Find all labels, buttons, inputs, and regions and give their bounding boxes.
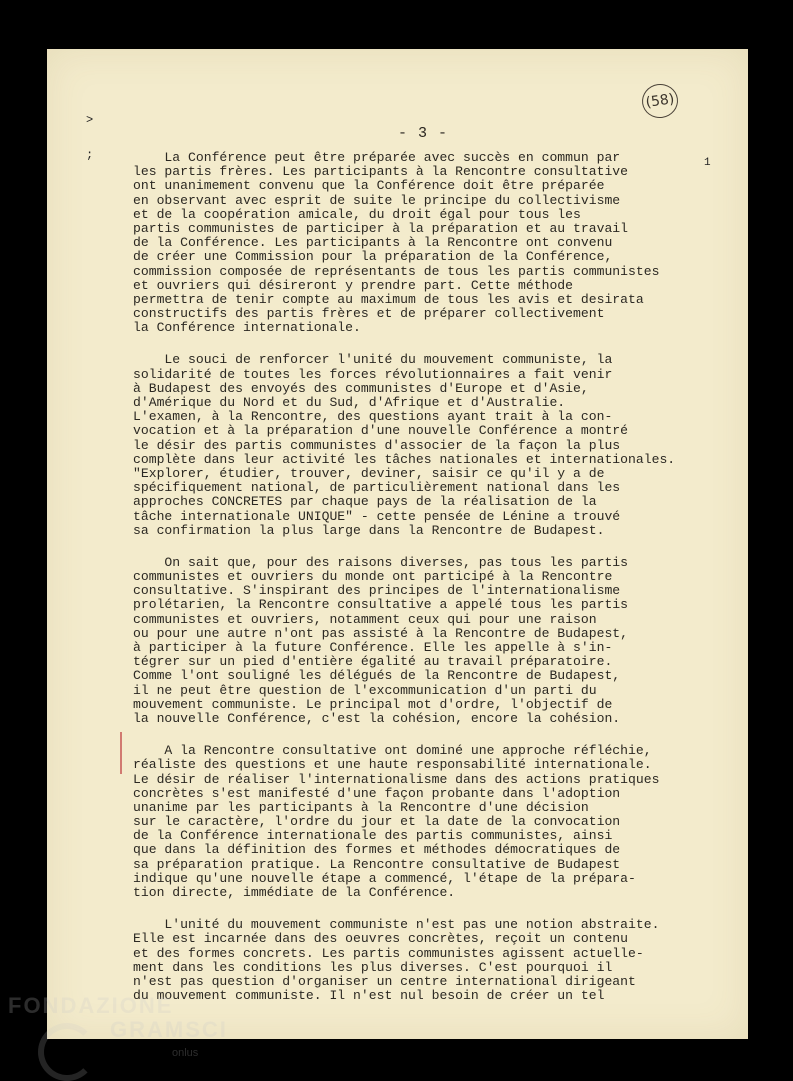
text-line: du mouvement communiste. Il n'est nul besoin de créer un tel <box>133 988 605 1004</box>
text-line: On sait que, pour des raisons diverses, pas tous les partis <box>133 554 629 570</box>
watermark-line-2: GRAMSCI <box>110 1017 228 1042</box>
text-line: sa préparation pratique. La Rencontre consultative de Budapest <box>133 856 621 872</box>
text-line: n'est pas question d'organiser un centre international dirigeant <box>133 973 636 989</box>
typewritten-body <box>133 151 753 1021</box>
text-line: le désir des partis communistes d'associer de la façon la plus <box>133 437 621 453</box>
text-line: tion directe, immédiate de la Conférence. <box>133 885 456 900</box>
text-line: tégrer sur un pied d'entière égalité au travail préparatoire. <box>133 654 613 670</box>
text-line: tâche internationale UNIQUE" - cette pensée de Lénine a trouvé <box>133 508 621 524</box>
text-line: sur le caractère, l'ordre du jour et la date de la convocation <box>133 814 621 830</box>
text-line: A la Rencontre consultative ont dominé une approche réfléchie, <box>133 743 652 759</box>
text-line: de créer une Commission pour la préparation de la Conférence, <box>133 249 613 265</box>
text-line: ou pour une autre n'ont pas assisté à la Rencontre de Budapest, <box>133 625 629 641</box>
text-line: permettra de tenir compte au maximum de tous les avis et desirata <box>133 291 644 307</box>
watermark-suffix: onlus <box>172 1047 199 1059</box>
text-line: solidarité de toutes les forces révolutionnaires a fait venir <box>133 366 613 382</box>
text-line: spécifiquement national, de particulièrement national dans les <box>133 480 621 496</box>
watermark-line-1: FONDAZIONE <box>8 993 174 1018</box>
watermark-g-icon <box>38 1023 96 1081</box>
text-line: et de la coopération amicale, du droit égal pour tous les <box>133 206 581 222</box>
text-line: complète dans leur activité les tâches nationales et internationales. <box>133 451 676 467</box>
text-line: Le désir de réaliser l'internationalisme dans des actions pratiques <box>133 771 660 787</box>
text-line: mouvement communiste. Le principal mot d'ordre, l'objectif de <box>133 696 613 712</box>
margin-mark: ; <box>86 148 94 162</box>
text-line: approches CONCRETES par chaque pays de la réalisation de la <box>133 494 597 510</box>
text-line: "Explorer, étudier, trouver, deviner, saisir ce qu'il y a de <box>133 465 605 481</box>
text-line: unanime par les participants à la Rencontre d'une décision <box>133 799 589 815</box>
paragraph <box>133 918 753 1003</box>
text-line: L'examen, à la Rencontre, des questions ayant trait à la con- <box>133 409 613 425</box>
text-line: et des formes concrets. Les partis communistes agissent actuelle- <box>133 945 644 961</box>
text-line: partis communistes de participer à la préparation et au travail <box>133 220 629 236</box>
archive-page-stamp: (58) <box>640 82 680 121</box>
text-line: consultative. S'inspirant des principes de l'internationalisme <box>133 583 621 599</box>
text-line: constructifs des partis frères et de préparer collectivement <box>133 306 605 322</box>
page-number: - 3 - <box>398 125 449 142</box>
margin-mark: 1 <box>704 157 711 169</box>
text-line: d'Amérique du Nord et du Sud, d'Afrique et d'Australie. <box>133 395 566 410</box>
text-line: à Budapest des envoyés des communistes d'Europe et d'Asie, <box>133 380 589 396</box>
text-line: indique qu'une nouvelle étape a commencé, l'étape de la prépara- <box>133 870 636 886</box>
text-line: concrètes s'est manifesté d'une façon probante dans l'adoption <box>133 785 621 801</box>
text-line: Le souci de renforcer l'unité du mouvement communiste, la <box>133 352 613 368</box>
text-line: ment dans les conditions les plus diverses. C'est pourquoi il <box>133 959 613 975</box>
fondazione-gramsci-watermark <box>8 993 228 1059</box>
paragraph <box>133 353 753 537</box>
text-line: prolétarien, la Rencontre consultative a appelé tous les partis <box>133 597 629 613</box>
text-line: Elle est incarnée dans des oeuvres concrètes, reçoit un contenu <box>133 931 629 947</box>
text-line: communistes et ouvriers du monde ont participé à la Rencontre <box>133 569 613 585</box>
red-margin-annotation <box>120 732 122 774</box>
text-line: les partis frères. Les participants à la Rencontre consultative <box>133 164 629 180</box>
text-line: La Conférence peut être préparée avec succès en commun par <box>133 150 621 165</box>
text-line: Comme l'ont souligné les délégués de la Rencontre de Budapest, <box>133 668 621 684</box>
text-line: commission composée de représentants de tous les partis communistes <box>133 263 660 279</box>
text-line: la Conférence internationale. <box>133 320 361 336</box>
paragraph <box>133 556 753 726</box>
text-line: L'unité du mouvement communiste n'est pas une notion abstraite. <box>133 917 660 933</box>
text-line: en observant avec esprit de suite le principe du collectivisme <box>133 192 621 208</box>
text-line: et ouvriers qui désireront y prendre part. Cette méthode <box>133 277 574 293</box>
text-line: vocation et à la préparation d'une nouvelle Conférence a montré <box>133 423 629 439</box>
text-line: la nouvelle Conférence, c'est la cohésion, encore la cohésion. <box>133 710 621 726</box>
text-line: il ne peut être question de l'excommunication d'un parti du <box>133 682 597 698</box>
text-line: réaliste des questions et une haute responsabilité internationale. <box>133 757 652 773</box>
text-line: ont unanimement convenu que la Conférence doit être préparée <box>133 178 605 194</box>
text-line: de la Conférence. Les participants à la Rencontre ont convenu <box>133 235 613 251</box>
text-line: communistes et ouvriers, notamment ceux qui pour une raison <box>133 611 597 627</box>
text-line: à participer à la future Conférence. Elle les appelle à s'in- <box>133 640 613 655</box>
margin-mark: > <box>86 113 94 127</box>
text-line: que dans la définition des formes et méthodes démocratiques de <box>133 842 621 858</box>
paragraph <box>133 744 753 900</box>
text-line: de la Conférence internationale des partis communistes, ainsi <box>133 828 613 844</box>
text-line: sa confirmation la plus large dans la Rencontre de Budapest. <box>133 522 605 538</box>
paragraph <box>133 151 753 335</box>
